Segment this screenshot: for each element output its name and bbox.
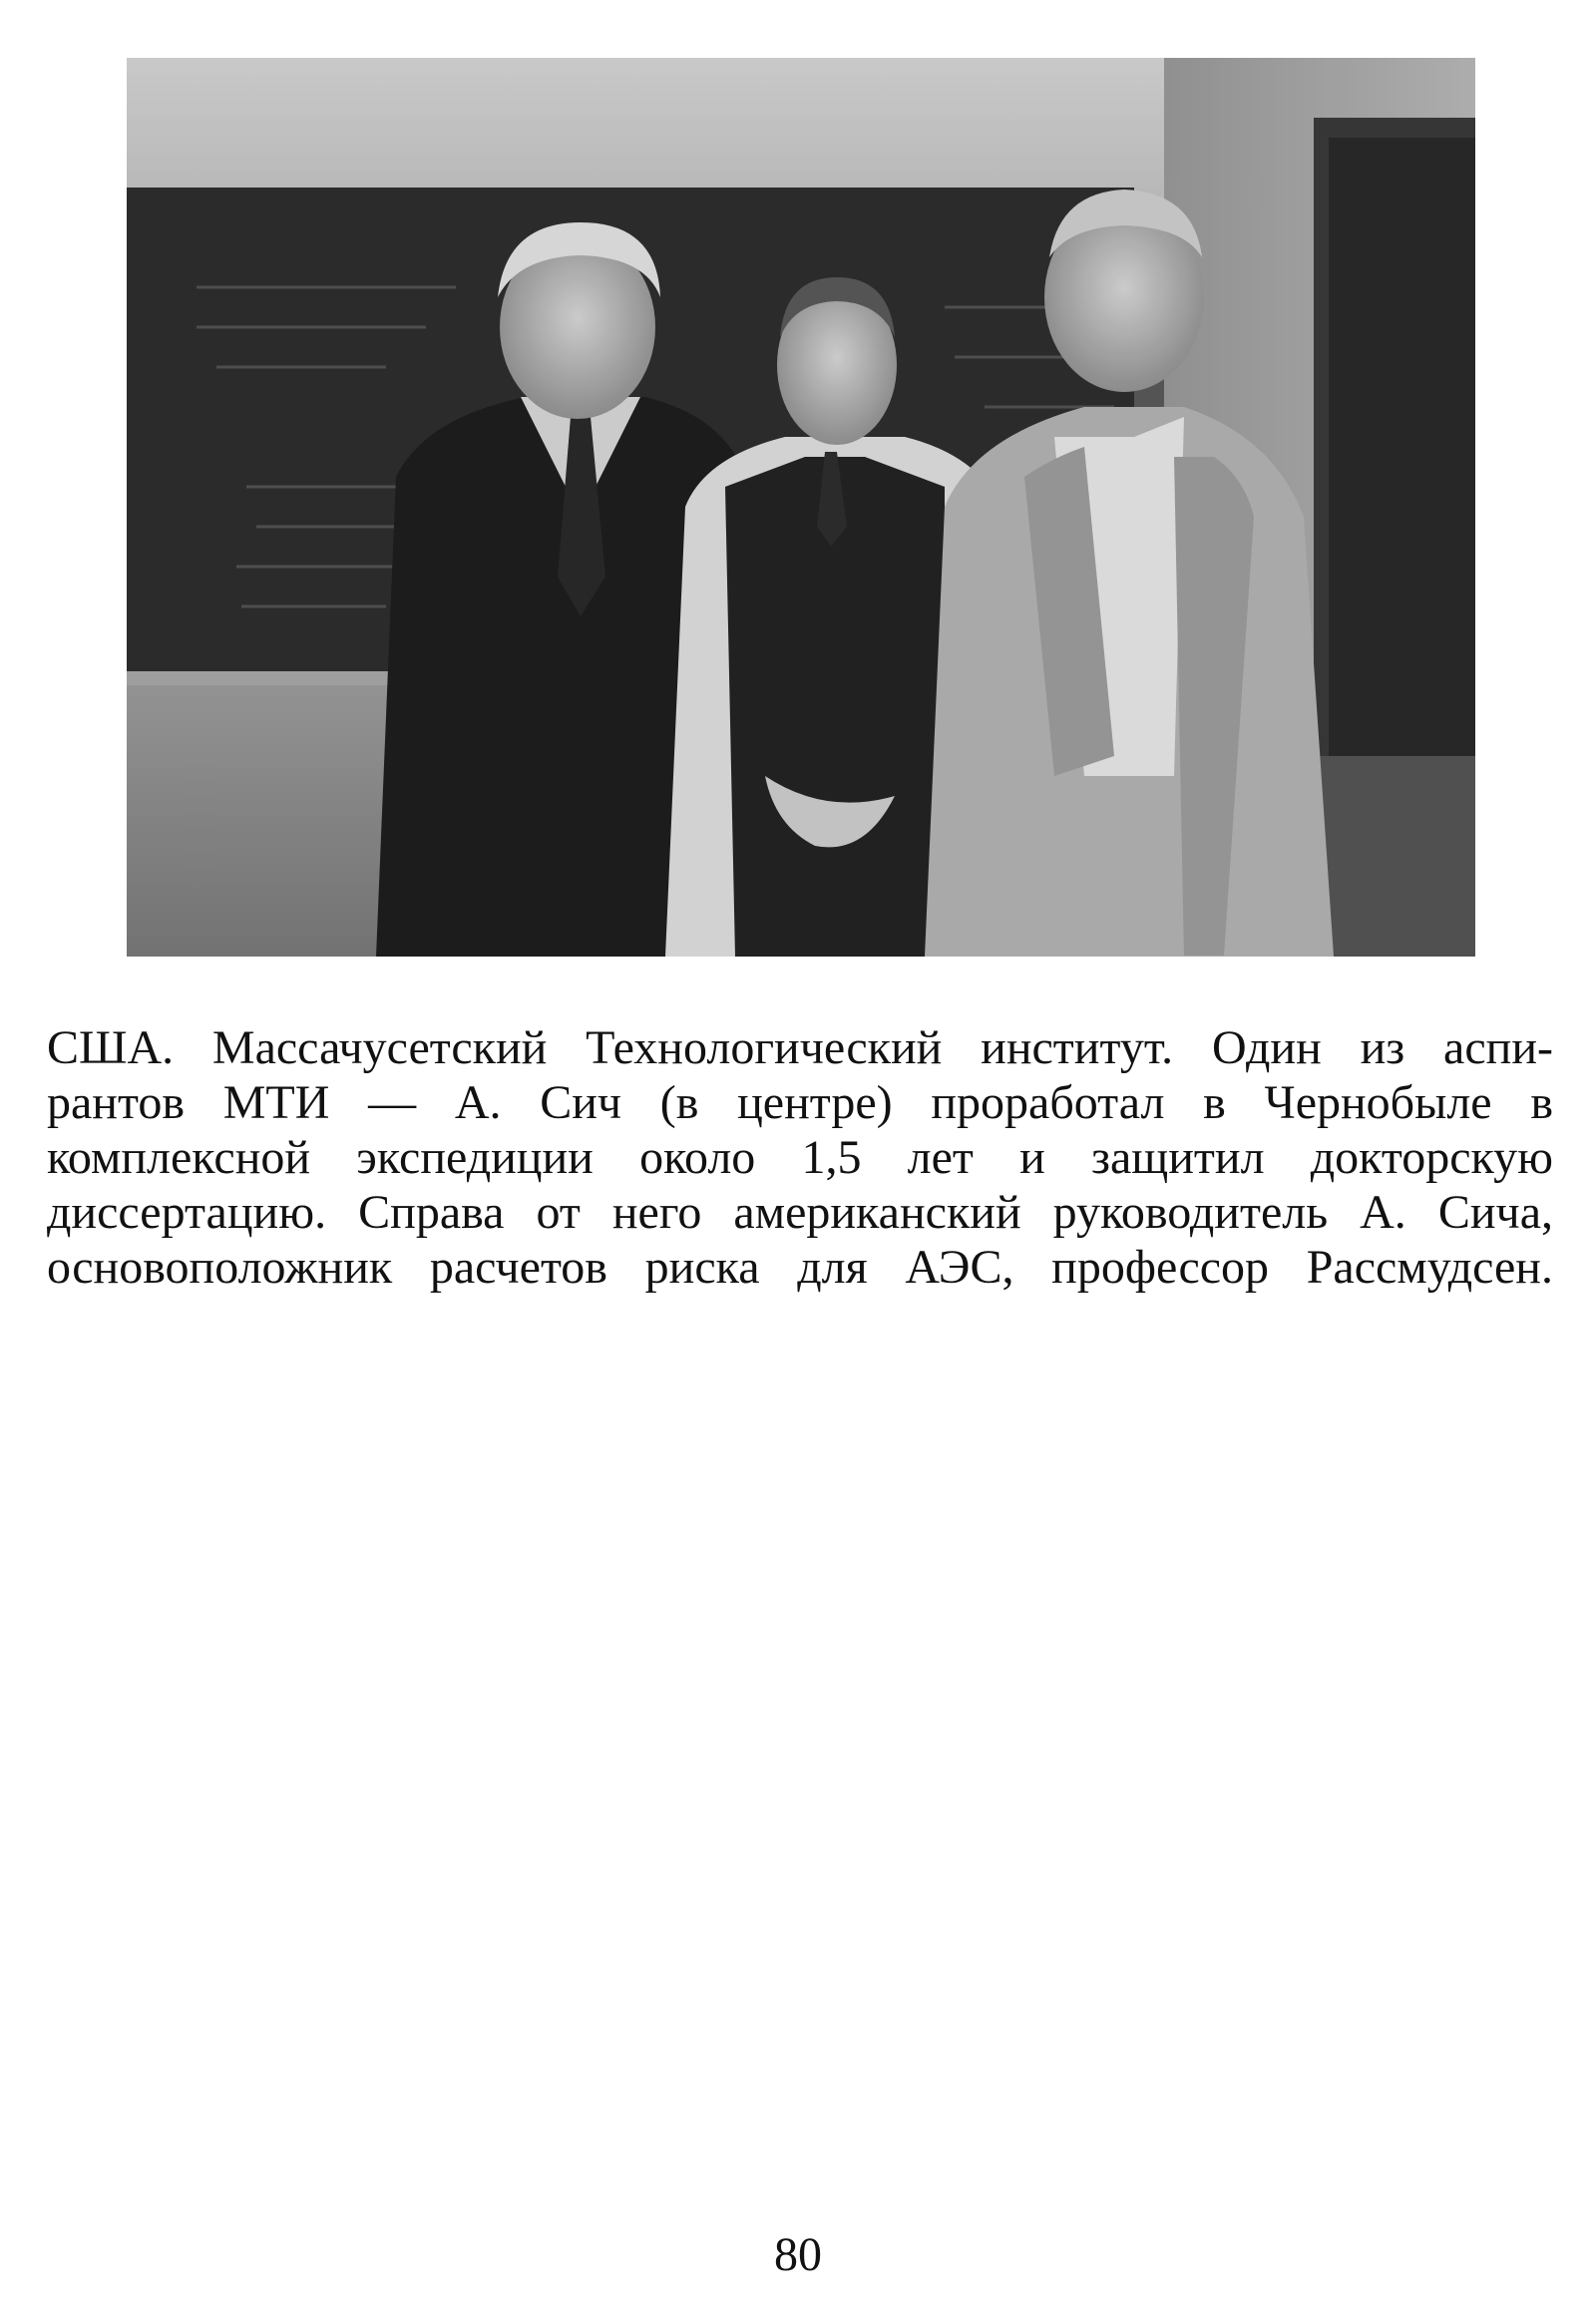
- caption-line: диссертацию. Справа от него американский руководитель А. Сича,: [47, 1186, 1553, 1239]
- photograph: [127, 58, 1475, 957]
- caption-line: комплексной экспедиции около 1,5 лет и защитил докторскую: [47, 1131, 1553, 1184]
- caption-line: США. Массачусетский Технологический институт. Один из аспи-: [47, 1021, 1553, 1074]
- photograph-image: [127, 58, 1475, 957]
- photo-caption: [47, 1020, 1553, 1295]
- caption-line: основоположник расчетов риска для АЭС, профессор Рассмудсен.: [47, 1241, 1553, 1294]
- caption-line: рантов МТИ — А. Сич (в центре) проработал в Чернобыле в: [47, 1076, 1553, 1129]
- page-number: 80: [774, 2228, 822, 2281]
